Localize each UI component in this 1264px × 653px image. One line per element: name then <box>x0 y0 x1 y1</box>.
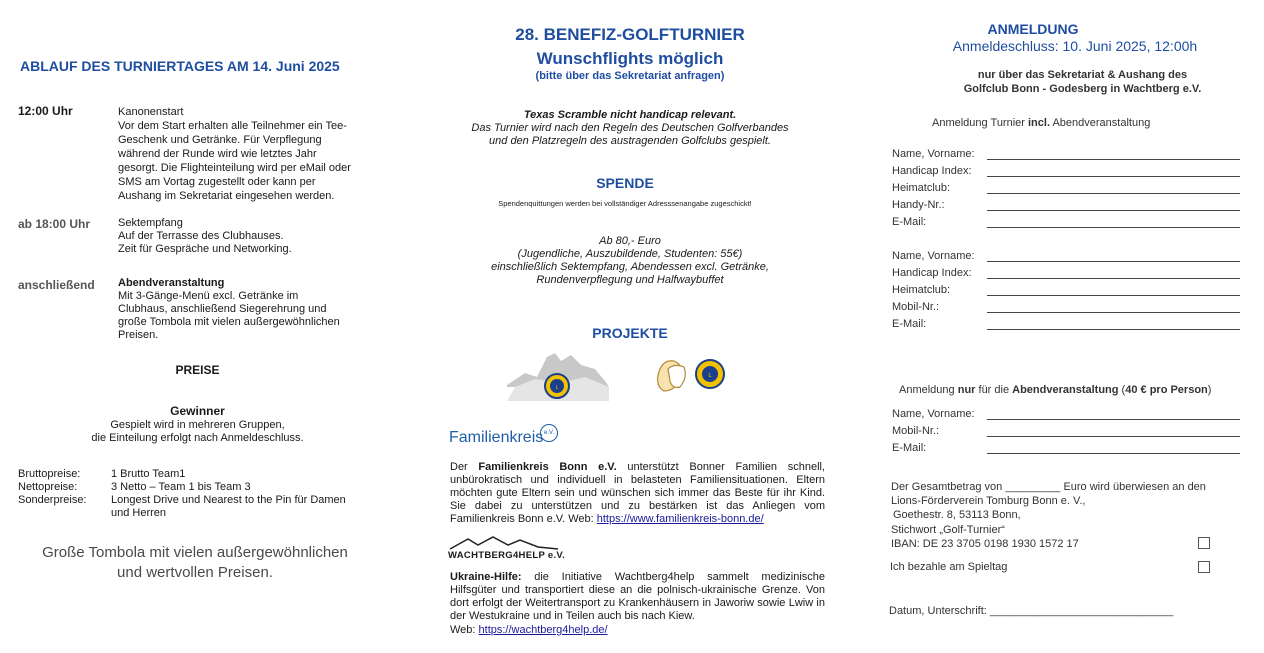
schedule-line: Aushang im Sekretariat eingesehen werden. <box>118 190 335 202</box>
familienkreis-ev-badge: e.V. <box>540 424 558 442</box>
schedule-line: während der Runde wird wie letztes Jahr <box>118 148 317 160</box>
form3-title <box>899 384 1211 396</box>
schedule-title-2: Sektempfang <box>118 217 183 229</box>
email-field[interactable] <box>987 452 1240 454</box>
lions-emblem-logo <box>654 355 729 395</box>
field-label: Mobil-Nr.: <box>892 301 940 313</box>
svg-text:L: L <box>708 373 712 379</box>
field-label: Mobil-Nr.: <box>892 425 940 437</box>
form-row <box>892 406 1242 423</box>
wachtberg4help-logo-text: WACHTBERG4HELP e.V. <box>448 550 566 561</box>
registration-via <box>920 68 1245 96</box>
prize-label: Bruttopreise: <box>18 468 81 480</box>
schedule-line: Vor dem Start erhalten alle Teilnehmer ein Tee- <box>118 120 347 132</box>
email-field[interactable] <box>987 226 1240 228</box>
form3-title-part: Anmeldung <box>899 384 958 396</box>
tournament-subtitle: Wunschflights möglich <box>536 49 724 68</box>
heimatclub-field[interactable] <box>987 294 1240 296</box>
payment-line: Goethestr. 8, 53113 Bonn, <box>893 509 1021 521</box>
tournament-title: 28. BENEFIZ-GOLFTURNIER <box>515 25 745 44</box>
price-text <box>450 235 810 287</box>
svg-text:L: L <box>555 385 559 391</box>
form-row <box>892 423 1242 440</box>
email-field[interactable] <box>987 328 1240 330</box>
form-row <box>892 214 1242 231</box>
schedule-item-3 <box>118 277 378 342</box>
familienkreis-name: Familienkreis Bonn e.V. <box>478 461 617 473</box>
field-label: E-Mail: <box>892 318 927 330</box>
via-line: nur über das Sekretariat & Aushang des <box>977 69 1188 81</box>
signature-line: Datum, Unterschrift: ______________________________ <box>889 605 1174 617</box>
field-label: Handicap Index: <box>892 267 972 279</box>
handicap-field[interactable] <box>987 277 1240 279</box>
gewinner-line: Gespielt wird in mehreren Gruppen, <box>110 419 285 431</box>
ukraine-description <box>450 571 825 623</box>
gewinner-line: die Einteilung erfolgt nach Anmeldeschluss. <box>91 432 304 444</box>
mobile-field[interactable] <box>987 311 1240 313</box>
price-line: Ab 80,- Euro <box>599 235 661 247</box>
heimatclub-field[interactable] <box>987 192 1240 194</box>
tombola-line: Große Tombola mit vielen außergewöhnlichen <box>42 544 348 561</box>
form1-title-bold: incl. <box>1028 117 1051 129</box>
schedule-time-2: ab 18:00 Uhr <box>18 217 91 231</box>
familienkreis-logo <box>449 429 543 447</box>
field-label: Name, Vorname: <box>892 148 975 160</box>
payment-line: Stichwort „Golf-Turnier“ <box>891 524 1005 536</box>
payment-info <box>891 480 1206 551</box>
form-player-2 <box>892 248 1242 333</box>
field-label: Handy-Nr.: <box>892 199 945 211</box>
field-label: Name, Vorname: <box>892 408 975 420</box>
price-line: Rundenverpflegung und Halfwaybuffet <box>536 274 724 286</box>
payment-line: Lions-Förderverein Tomburg Bonn e. V., <box>891 495 1086 507</box>
ukraine-label: Ukraine-Hilfe: <box>450 571 522 583</box>
field-label: E-Mail: <box>892 216 927 228</box>
form1-title-post: Abendveranstaltung <box>1050 117 1151 129</box>
form1-title-pre: Anmeldung Turnier <box>932 117 1028 129</box>
form-row <box>892 146 1242 163</box>
rules-text <box>450 109 810 148</box>
wachtberg4help-logo <box>448 535 566 563</box>
schedule-line: SMS am Vortag zugestellt oder kann per <box>118 176 316 188</box>
form-evening-only <box>892 406 1242 457</box>
familienkreis-description <box>450 461 825 526</box>
tournament-note: (bitte über das Sekretariat anfragen) <box>535 70 725 82</box>
field-label: Heimatclub: <box>892 182 951 194</box>
form-row <box>892 163 1242 180</box>
schedule-line: Geschenk und Getränke. Für Verpflegung <box>118 134 322 146</box>
prize-value: und Herren <box>111 507 167 519</box>
rules-bold: Texas Scramble nicht handicap relevant. <box>523 109 737 121</box>
anmeldung-heading: ANMELDUNG <box>987 21 1079 37</box>
prizes-list <box>18 468 346 520</box>
form1-title <box>932 117 1150 129</box>
schedule-time-1: 12:00 Uhr <box>18 104 73 118</box>
familienkreis-link[interactable]: https://www.familienkreis-bonn.de/ <box>596 513 764 525</box>
price-line: (Jugendliche, Auszubildende, Studenten: 55€) <box>517 248 743 260</box>
familienkreis-text: unterstützt Bonner Familien schnell, unbürokratisch und individuell in belasteten Familiensituationen. Eltern möchten gute Eltern sein und wünschen sich immer das Beste für ihr Kind. Sie dabei zu unterstützen und zu bestärken ist das Anliegen vom Familienkreis Bonn e.V. Web: <box>450 461 826 525</box>
form3-title-part: 40 € pro Person <box>1125 384 1208 396</box>
schedule-line: Preisen. <box>118 329 159 341</box>
price-line: einschließlich Sektempfang, Abendessen excl. Getränke, <box>491 261 769 273</box>
form-row <box>892 248 1242 265</box>
schedule-heading: ABLAUF DES TURNIERTAGES AM 14. Juni 2025 <box>20 58 340 74</box>
schedule-line: Clubhaus, anschließend Siegerehrung und <box>118 303 327 315</box>
ukraine-text: die Initiative Wachtberg4help sammelt medizinische Hilfsgüter und transportiert diese an die polnisch-ukrainische Grenze. Von dort erfolgt der Weitertransport zu Krankenhäusern in Jaworiw sowie Lwiw in der Westukraine und in Teilen auch bis nach Kiew. <box>450 571 825 622</box>
form3-title-part: nur <box>957 384 976 396</box>
prize-value: Longest Drive und Nearest to the Pin für Damen <box>111 494 346 506</box>
form-player-1 <box>892 146 1242 231</box>
field-label: E-Mail: <box>892 442 927 454</box>
form3-title-part: für die <box>975 384 1013 396</box>
familienkreis-logo-text: Familienkreis <box>449 429 544 446</box>
schedule-line: große Tombola mit vielen außergewöhnlichen <box>118 316 340 328</box>
form-row <box>892 265 1242 282</box>
name-field[interactable] <box>987 418 1240 420</box>
prize-row <box>18 494 346 520</box>
field-label: Name, Vorname: <box>892 250 975 262</box>
ukraine-web-label: Web: <box>450 624 479 636</box>
name-field[interactable] <box>987 158 1240 160</box>
preise-heading: PREISE <box>175 363 220 377</box>
tombola-note <box>0 543 390 583</box>
schedule-title-1: Kanonenstart <box>118 106 184 118</box>
form3-title-part: ) <box>1207 384 1212 396</box>
spende-heading: SPENDE <box>596 175 654 191</box>
schedule-line: Auf der Terrasse des Clubhauses. <box>118 230 284 242</box>
form-row <box>892 197 1242 214</box>
form3-title-part: Abendveranstaltung <box>1012 384 1119 396</box>
pay-on-site-checkbox[interactable] <box>1198 561 1210 573</box>
ukraine-web <box>450 624 608 637</box>
prize-row <box>18 468 346 481</box>
field-label: Handicap Index: <box>892 165 972 177</box>
name-field[interactable] <box>987 260 1240 262</box>
form-row <box>892 282 1242 299</box>
prize-label: Nettopreise: <box>18 481 78 493</box>
schedule-line: Zeit für Gespräche und Networking. <box>118 243 292 255</box>
gewinner-heading: Gewinner <box>170 404 225 418</box>
rules-line: und den Platzregeln des austragenden Golfclubs gespielt. <box>489 135 771 147</box>
gewinner-text <box>0 419 395 445</box>
iban-checkbox[interactable] <box>1198 537 1210 549</box>
pay-on-site-label: Ich bezahle am Spieltag <box>890 561 1008 573</box>
prize-label: Sonderpreise: <box>18 494 87 506</box>
wachtberg4help-link[interactable]: https://wachtberg4help.de/ <box>478 624 608 636</box>
form-row <box>892 180 1242 197</box>
via-line: Golfclub Bonn - Godesberg in Wachtberg e.V. <box>963 83 1202 95</box>
schedule-line: gesorgt. Die Flighteinteilung wird per eMail oder <box>118 162 351 174</box>
schedule-time-3: anschließend <box>18 278 95 292</box>
iban: IBAN: DE 23 3705 0198 1930 1572 17 <box>891 538 1079 550</box>
prize-row <box>18 481 346 494</box>
projekte-heading: PROJEKTE <box>592 325 668 341</box>
handicap-field[interactable] <box>987 175 1240 177</box>
familienkreis-pre: Der <box>450 461 479 473</box>
lions-castle-logo <box>505 343 610 403</box>
schedule-item-1 <box>118 105 378 203</box>
prize-value: 1 Brutto Team1 <box>111 468 186 480</box>
form-row <box>892 299 1242 316</box>
phone-field[interactable] <box>987 209 1240 211</box>
schedule-title-3: Abendveranstaltung <box>118 277 225 289</box>
schedule-item-2 <box>118 217 378 256</box>
prize-value: 3 Netto – Team 1 bis Team 3 <box>111 481 251 493</box>
tombola-line: und wertvollen Preisen. <box>117 564 273 581</box>
payment-line: Der Gesamtbetrag von _________ Euro wird überwiesen an den <box>891 481 1206 493</box>
field-label: Heimatclub: <box>892 284 951 296</box>
form-row <box>892 316 1242 333</box>
schedule-line: Mit 3-Gänge-Menü excl. Getränke im <box>118 290 299 302</box>
rules-line: Das Turnier wird nach den Regeln des Deutschen Golfverbandes <box>471 122 789 134</box>
spende-note: Spendenquittungen werden bei vollständiger Adresssenangabe zugeschickt! <box>498 199 752 208</box>
anmeldeschluss: Anmeldeschluss: 10. Juni 2025, 12:00h <box>952 38 1198 54</box>
mobile-field[interactable] <box>987 435 1240 437</box>
form3-title-part: ( <box>1118 384 1126 396</box>
form-row <box>892 440 1242 457</box>
